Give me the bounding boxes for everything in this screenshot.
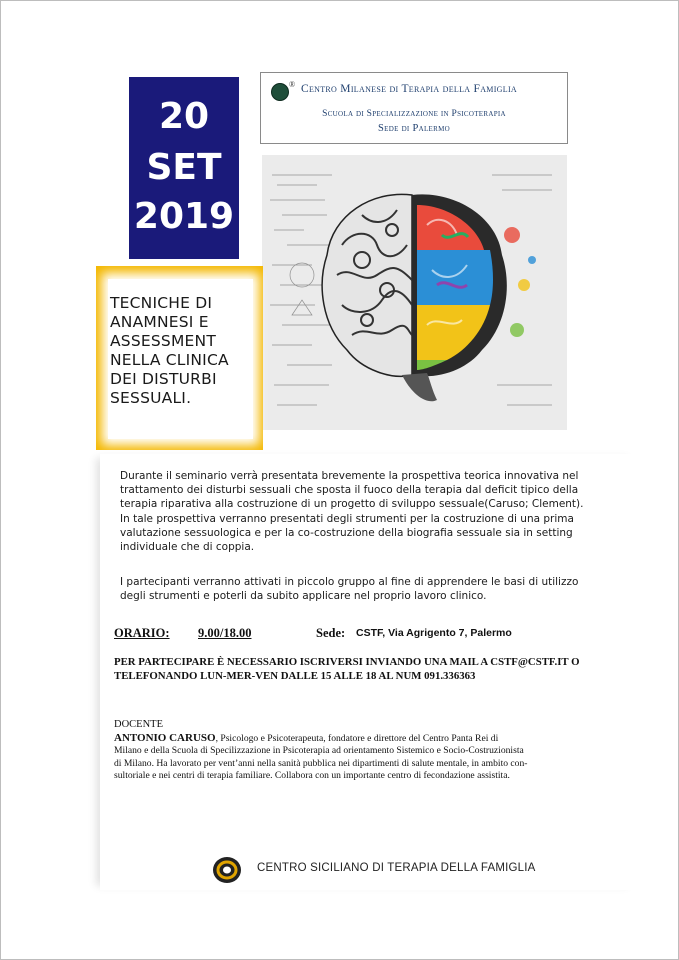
groupwork-paragraph (120, 575, 640, 603)
description-line: trattamento dei disturbi sessuali che sposta il fuoco della terapia dal deficit tipico della (120, 484, 579, 497)
seminar-title-line: SESSUALI. (110, 389, 192, 407)
teacher-bio-line: Milano e della Scuola di Specilizzazione in Psicoterapia ad orientamento Sistemico e Socio-Costruzionista (114, 745, 524, 757)
description-paragraph (120, 469, 640, 554)
teacher-label: DOCENTE (114, 719, 163, 730)
teacher-name: ANTONIO CARUSO (114, 732, 216, 744)
footer-org-name: CENTRO SICILIANO DI TERAPIA DELLA FAMIGLIA (257, 862, 536, 874)
schedule-label: ORARIO: (114, 626, 170, 640)
teacher-bio-line: sultoriale e nei centri di terapia familiare. Collabora con un importante centro di fecondazione assistita. (114, 770, 510, 782)
teacher-bio (114, 732, 654, 783)
seminar-title-line: NELLA CLINICA (110, 351, 229, 369)
description-line: Durante il seminario verrà presentata brevemente la prospettiva teorica innovativa nel (120, 470, 579, 482)
description-line: individuale che di coppia. (120, 541, 255, 554)
registered-mark: ® (289, 80, 296, 89)
description-line: In tale prospettiva verranno presentati degli strumenti per la costruzione di una prima (120, 512, 574, 525)
venue-label: Sede: (316, 626, 346, 640)
date-day: 20 (158, 96, 210, 137)
seminar-title-line: ANAMNESI E (110, 313, 209, 331)
seminar-title (110, 294, 270, 408)
date-year: 2019 (133, 196, 235, 237)
teacher-bio-line: di Milano. Ha lavorato per vent’anni nella sanità pubblica nei dipartimenti di salute mentale, in ambito con- (114, 757, 528, 769)
groupwork-line: I partecipanti verranno attivati in piccolo gruppo al fine di apprendere le basi di utilizzo (120, 576, 579, 588)
cstf-logo-icon (212, 855, 242, 885)
registration-line: TELEFONANDO LUN-MER-VEN DALLE 15 ALLE 18 AL NUM 091.336363 (114, 670, 476, 682)
registration-line: PER PARTECIPARE È NECESSARIO ISCRIVERSI INVIANDO UNA MAIL A CSTF@CSTF.IT O (114, 656, 580, 668)
schedule-value: 9.00/18.00 (198, 626, 252, 640)
seminar-title-line: ASSESSMENT (110, 332, 216, 350)
seminar-title-line: DEI DISTURBI (110, 370, 217, 388)
description-line: terapia riparativa alla costruzione di un progetto di sviluppo sessuale(Caruso; Clement). (120, 498, 584, 511)
seminar-title-line: TECNICHE DI (110, 294, 213, 312)
groupwork-line: degli strumenti e poterli da subito applicare nel proprio lavoro clinico. (120, 590, 487, 603)
cmtf-logo-icon (271, 83, 289, 101)
teacher-bio-first-line (114, 732, 654, 745)
brain-illustration (262, 155, 567, 430)
header-box (260, 72, 568, 144)
header-subtitle: Scuola di Specializzazione in Psicoterapia (322, 109, 506, 119)
venue-value: CSTF, Via Agrigento 7, Palermo (356, 627, 512, 639)
title-block (96, 266, 263, 450)
header-title: Centro Milanese di Terapia della Famiglia (301, 83, 517, 95)
header-location: Sede di Palermo (378, 123, 450, 134)
date-month: SET (146, 147, 222, 188)
registration-info (114, 655, 654, 683)
teacher-bio-text: , Psicologo e Psicoterapeuta, fondatore e direttore del Centro Panta Rei di (215, 733, 499, 744)
brain-image (262, 155, 567, 430)
description-line: valutazione sessuologica e per la co-costruzione della biografia sessuale sia in setting (120, 526, 573, 539)
date-block (129, 77, 239, 259)
